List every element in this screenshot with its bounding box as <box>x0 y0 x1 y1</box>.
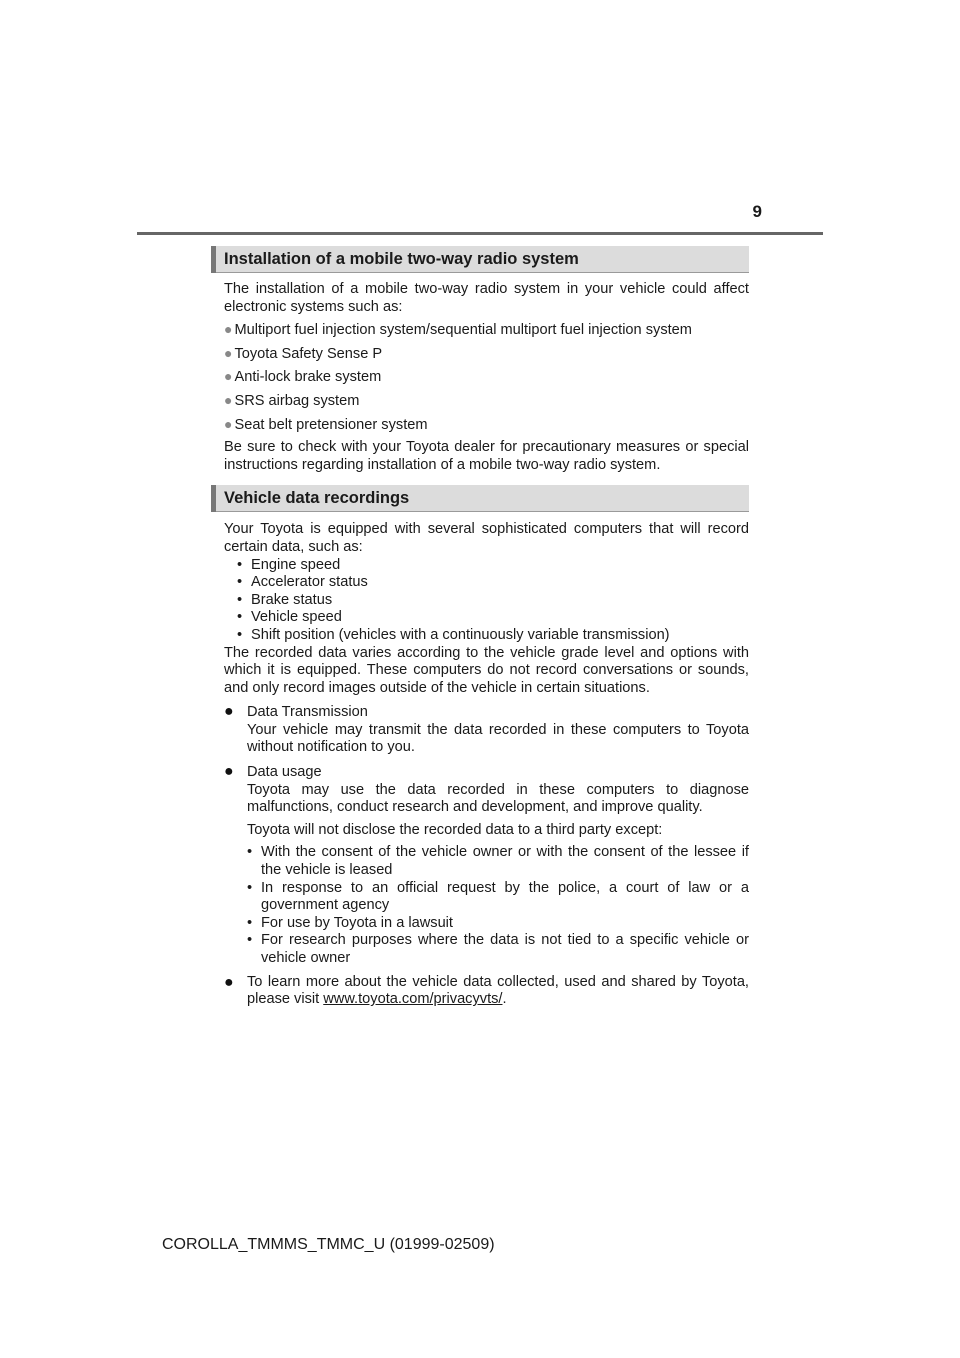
list-item: • For use by Toyota in a lawsuit <box>247 915 749 933</box>
data-usage-disclose: Toyota will not disclose the recorded data to a third party except: <box>247 821 663 838</box>
list-item: ● Toyota Safety Sense P <box>224 344 383 362</box>
bullet-icon: ● <box>224 973 234 991</box>
section-heading-data: Vehicle data recordings <box>211 485 749 512</box>
bullet-icon: ● <box>224 763 234 781</box>
list-item: • Accelerator status <box>237 574 749 592</box>
list-item: • Brake status <box>237 592 749 610</box>
learn-more-text: To learn more about the vehicle data collected, used and shared by Toyota, please visit <box>247 973 749 1008</box>
list-item: • Shift position (vehicles with a continuously variable transmission) <box>237 627 749 645</box>
data-intro: Your Toyota is equipped with several sophisticated computers that will record certain data, such as: <box>224 521 749 555</box>
data-body: The recorded data varies according to the vehicle grade level and options with which it is equipped. These computers do not record conversations or sounds, and only record images outside of the vehicle in certain situations. <box>224 644 749 696</box>
list-item: • In response to an official request by the police, a court of law or a government agency <box>247 880 749 915</box>
data-transmission-item <box>211 703 749 757</box>
learn-more-item: ● To learn more about the vehicle data collected, used and shared by Toyota, please visit www.toyota.com/privacyvts/. <box>224 973 749 1008</box>
list-item: ● SRS airbag system <box>224 391 360 409</box>
list-item: • For research purposes where the data is not tied to a specific vehicle or vehicle owner <box>247 932 749 967</box>
data-usage-item <box>211 763 749 839</box>
list-item: ● Anti-lock brake system <box>224 368 382 386</box>
bullet-icon: ● <box>224 321 233 338</box>
list-item: • Engine speed <box>237 557 749 575</box>
content <box>211 246 749 1009</box>
bullet-icon: ● <box>224 415 233 432</box>
privacy-link[interactable]: www.toyota.com/privacyvts/ <box>323 991 503 1008</box>
list-item: ● Multiport fuel injection system/sequential multiport fuel injection system <box>224 321 692 339</box>
bullet-icon: ● <box>224 703 234 721</box>
list-item: ● Seat belt pretensioner system <box>224 415 428 433</box>
recorded-data-list <box>211 557 749 645</box>
data-usage-text: Toyota may use the data recorded in these computers to diagnose malfunctions, conduct research and development, and improve quality. <box>247 781 749 816</box>
footer-code: COROLLA_TMMMS_TMMC_U (01999-02509) <box>162 1236 495 1253</box>
bullet-icon: ● <box>224 368 233 385</box>
disclosure-exceptions-list <box>211 844 749 967</box>
radio-intro: The installation of a mobile two-way radio system in your vehicle could affect electronic systems such as: <box>224 281 749 315</box>
list-item: • With the consent of the vehicle owner or with the consent of the lessee if the vehicle is leased <box>247 844 749 879</box>
list-item: • Vehicle speed <box>237 609 749 627</box>
section-heading-radio: Installation of a mobile two-way radio system <box>211 246 749 273</box>
data-usage-title: Data usage <box>247 764 322 781</box>
top-rule <box>137 232 823 235</box>
data-transmission-title: Data Transmission <box>247 704 368 721</box>
radio-system-list <box>211 321 749 434</box>
bullet-icon: ● <box>224 344 233 361</box>
radio-outro: Be sure to check with your Toyota dealer for precautionary measures or special instructions regarding installation of a mobile two-way radio system. <box>224 439 749 473</box>
data-transmission-text: Your vehicle may transmit the data recorded in these computers to Toyota without notification to you. <box>247 721 749 756</box>
page-number: 9 <box>752 202 762 221</box>
bullet-icon: ● <box>224 391 233 408</box>
